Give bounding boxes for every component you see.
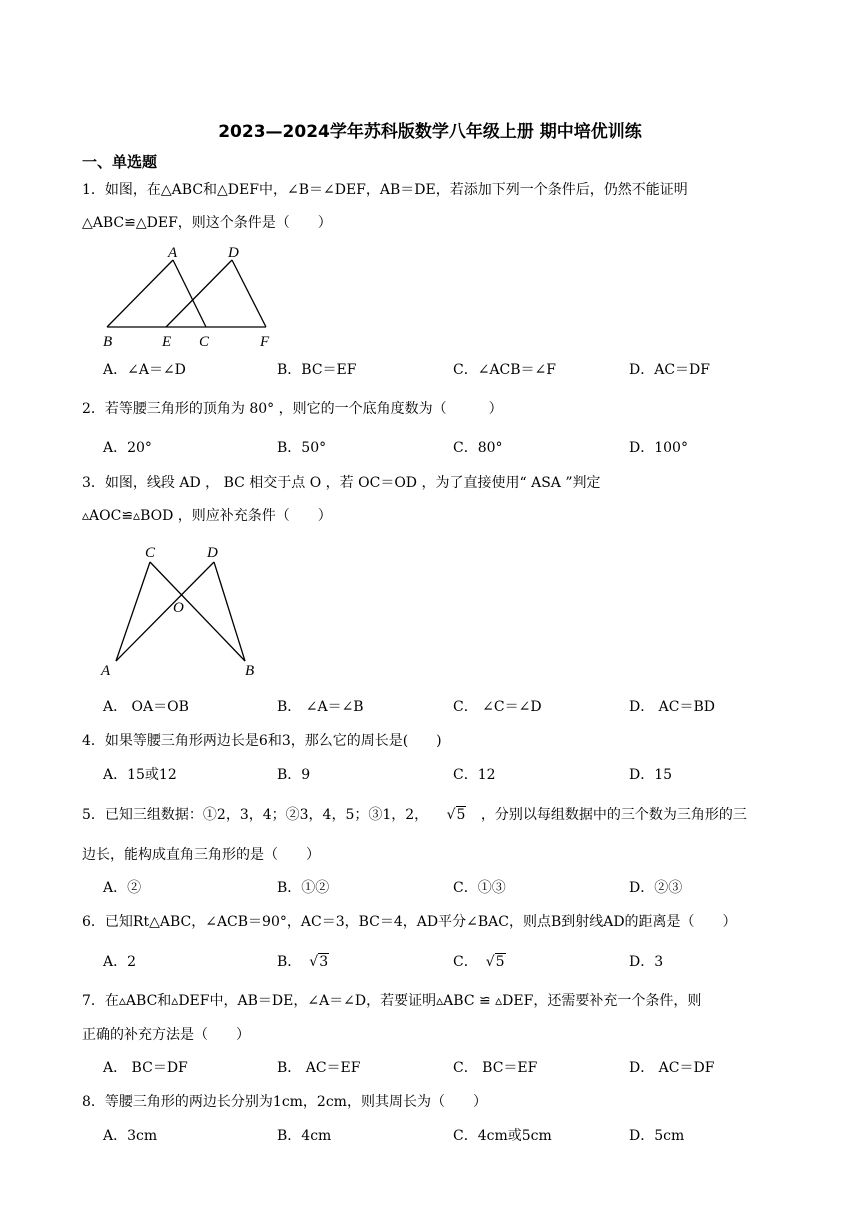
q7-option-a: A． BC＝DF xyxy=(103,1060,188,1076)
q3-option-b: B． ∠A＝∠B xyxy=(277,699,364,715)
label-a: A xyxy=(101,663,111,679)
q2-option-c: C．80° xyxy=(453,440,503,456)
question-3-text: 3．如图，线段 AD ， BC 相交于点 O ，若 OC＝OD ，为了直接使用“ ASA ”判定 xyxy=(82,475,601,491)
sqrt-sign-icon: √ xyxy=(485,954,495,970)
q5-text-part1: 5．已知三组数据：①2，3，4；②3，4，5；③1，2， xyxy=(82,807,429,823)
question-3-text-cont: ▵AOC≌▵BOD ，则应补充条件（ ） xyxy=(82,508,332,524)
question-1-text: 1．如图，在△ABC和△DEF中，∠B＝∠DEF，AB＝DE，若添加下列一个条件后，仍然不能证明 xyxy=(82,182,688,198)
segment-df xyxy=(232,260,266,327)
q4-option-c: C．12 xyxy=(453,767,496,783)
q4-option-b: B．9 xyxy=(277,767,311,783)
q2-option-a: A．20° xyxy=(103,440,152,456)
segment-ed xyxy=(166,260,232,327)
q6-option-c-radicand: 5 xyxy=(495,954,505,970)
label-a: A xyxy=(168,245,178,261)
question-6-text: 6．已知Rt△ABC，∠ACB＝90°，AC＝3，BC＝4，AD平分∠BAC，则点B到射线AD的距离是（ ） xyxy=(82,914,737,930)
question-7-text-cont: 正确的补充方法是（ ） xyxy=(82,1027,250,1043)
q8-option-c: C．4cm或5cm xyxy=(453,1128,552,1144)
label-f: F xyxy=(260,334,270,350)
label-b: B xyxy=(103,334,113,350)
q5-text-part2: ，分别以每组数据中的三个数为三角形的三 xyxy=(480,807,747,823)
q6-option-b-prefix: B． xyxy=(277,954,302,970)
q7-option-d: D． AC＝DF xyxy=(629,1060,715,1076)
q8-option-d: D．5cm xyxy=(629,1128,685,1144)
q7-option-b: B． AC＝EF xyxy=(277,1060,361,1076)
q1-option-a: A．∠A＝∠D xyxy=(103,362,186,378)
segment-ac xyxy=(173,260,206,327)
q5-radicand: 5 xyxy=(456,807,466,823)
section-heading: 一、单选题 xyxy=(82,153,158,171)
q4-option-a: A．15或12 xyxy=(103,767,177,783)
q5-option-d: D．②③ xyxy=(629,880,683,896)
q1-option-b: B．BC＝EF xyxy=(277,362,357,378)
sqrt-sign-icon: √ xyxy=(446,807,456,823)
label-c: C xyxy=(199,334,210,350)
q2-option-b: B．50° xyxy=(277,440,327,456)
segment-db xyxy=(214,562,245,661)
segment-ca xyxy=(116,562,150,661)
q3-option-c: C． ∠C＝∠D xyxy=(453,699,542,715)
question-3-figure xyxy=(95,538,270,680)
label-e: E xyxy=(162,334,172,350)
q6-option-b-radicand: 3 xyxy=(319,954,329,970)
q6-option-a: A．2 xyxy=(103,954,137,970)
q5-radical xyxy=(447,805,467,825)
question-1-text-cont: △ABC≌△DEF，则这个条件是（ ） xyxy=(82,215,332,231)
q5-option-c: C．①③ xyxy=(453,880,506,896)
q6-option-c xyxy=(453,952,506,972)
page-title: 2023—2024学年苏科版数学八年级上册 期中培优训练 xyxy=(218,122,642,142)
label-o: O xyxy=(173,600,184,616)
sqrt-sign-icon: √ xyxy=(309,954,319,970)
label-b: B xyxy=(245,663,255,679)
q6-option-c-prefix: C． xyxy=(453,954,478,970)
q3-option-d: D． AC＝BD xyxy=(629,699,716,715)
q3-option-a: A． OA＝OB xyxy=(103,699,189,715)
q7-option-c: C． BC＝EF xyxy=(453,1060,538,1076)
q6-option-d: D．3 xyxy=(629,954,664,970)
question-5-text-cont: 边长，能构成直角三角形的是（ ） xyxy=(82,847,320,863)
q4-option-d: D．15 xyxy=(629,767,673,783)
question-7-text: 7．在▵ABC和▵DEF中，AB＝DE，∠A＝∠D，若要证明▵ABC ≌ ▵DEF，还需要补充一个条件，则 xyxy=(82,993,702,1009)
question-1-figure xyxy=(95,240,285,352)
q5-option-a: A．② xyxy=(103,880,142,896)
segment-ab xyxy=(107,260,173,327)
label-d: D xyxy=(228,245,239,261)
q1-option-d: D．AC＝DF xyxy=(629,362,710,378)
q2-option-d: D．100° xyxy=(629,440,688,456)
q8-option-a: A．3cm xyxy=(103,1128,158,1144)
question-5-text xyxy=(82,805,747,825)
label-c: C xyxy=(145,545,156,561)
label-d: D xyxy=(207,545,218,561)
q1-option-c: C．∠ACB＝∠F xyxy=(453,362,556,378)
q8-option-b: B．4cm xyxy=(277,1128,332,1144)
question-4-text: 4．如果等腰三角形两边长是6和3，那么它的周长是( ) xyxy=(82,733,442,749)
question-2-text: 2．若等腰三角形的顶角为 80° ，则它的一个底角度数为（ ） xyxy=(82,401,503,417)
q5-option-b: B．①② xyxy=(277,880,330,896)
question-8-text: 8．等腰三角形的两边长分别为1cm，2cm，则其周长为（ ） xyxy=(82,1094,487,1110)
q6-option-b xyxy=(277,952,329,972)
